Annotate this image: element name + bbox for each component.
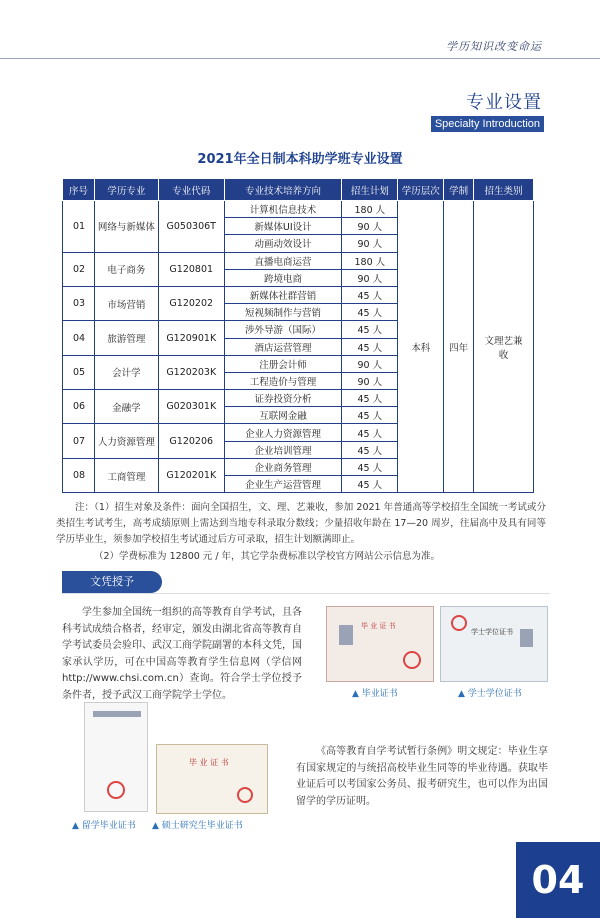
table-row (63, 201, 534, 218)
row-number: 08 (63, 458, 95, 492)
graduation-certificate-photo (326, 606, 434, 682)
enrollment: 90 人 (342, 372, 398, 389)
enrollment: 90 人 (342, 355, 398, 372)
major-code: G120801 (158, 252, 224, 286)
major-code: G120206 (158, 424, 224, 458)
direction: 新媒体UI设计 (224, 218, 342, 235)
col-header: 招生类别 (474, 179, 534, 201)
diploma-badge: 文凭授予 (62, 571, 162, 593)
direction: 计算机信息技术 (224, 201, 342, 218)
enrollment: 180 人 (342, 252, 398, 269)
header-slogan: 学历知识改变命运 (446, 40, 542, 53)
direction: 企业培训管理 (224, 441, 342, 458)
major-name: 金融学 (94, 390, 158, 424)
row-number: 05 (63, 355, 95, 389)
major-code: G120203K (158, 355, 224, 389)
major-name: 工商管理 (94, 458, 158, 492)
row-number: 03 (63, 286, 95, 320)
col-header: 招生计划 (342, 179, 398, 201)
major-plan-table (62, 178, 534, 493)
direction: 企业人力资源管理 (224, 424, 342, 441)
enrollment: 90 人 (342, 269, 398, 286)
certificate-title: 毕 业 证 书 (361, 622, 396, 630)
bachelor-degree-photo (440, 606, 548, 682)
enrollment: 45 人 (342, 390, 398, 407)
direction: 新媒体社群营销 (224, 286, 342, 303)
row-number: 02 (63, 252, 95, 286)
major-name: 网络与新媒体 (94, 201, 158, 253)
direction: 企业商务管理 (224, 458, 342, 475)
row-number: 04 (63, 321, 95, 355)
note-tuition: （2）学费标准为 12800 元 / 年，其它学杂费标准以学校官方网站公示信息为准。 (94, 551, 441, 562)
row-number: 06 (63, 390, 95, 424)
row-number: 01 (63, 201, 95, 253)
enrollment: 45 人 (342, 441, 398, 458)
enrollment: 45 人 (342, 476, 398, 493)
direction: 酒店运营管理 (224, 338, 342, 355)
major-name: 电子商务 (94, 252, 158, 286)
major-code: G120202 (158, 286, 224, 320)
caption-graduation: ▲ 毕业证书 (352, 689, 398, 699)
col-header: 专业技术培养方向 (224, 179, 342, 201)
direction: 证券投资分析 (224, 390, 342, 407)
enrollment: 90 人 (342, 218, 398, 235)
row-number: 07 (63, 424, 95, 458)
portrait-icon (339, 625, 353, 645)
enrollment: 45 人 (342, 304, 398, 321)
major-code: G120201K (158, 458, 224, 492)
direction: 跨境电商 (224, 269, 342, 286)
enrollment: 45 人 (342, 286, 398, 303)
certificate-title: 学士学位证书 (471, 628, 513, 636)
seal-icon (403, 651, 421, 669)
header-divider (0, 58, 600, 59)
direction: 短视频制作与营销 (224, 304, 342, 321)
page-number: 04 (516, 842, 600, 918)
seal-icon (107, 781, 125, 799)
direction: 直播电商运营 (224, 252, 342, 269)
major-name: 人力资源管理 (94, 424, 158, 458)
major-code: G020301K (158, 390, 224, 424)
enrollment: 90 人 (342, 235, 398, 252)
major-code: G050306T (158, 201, 224, 253)
study-abroad-certificate-photo (84, 702, 148, 812)
caption-master: ▲ 硕士研究生毕业证书 (152, 821, 243, 831)
col-header: 序号 (63, 179, 95, 201)
duration: 四年 (444, 201, 474, 493)
direction: 企业生产运营管理 (224, 476, 342, 493)
seal-icon (451, 615, 467, 631)
enrollment: 45 人 (342, 424, 398, 441)
major-name: 旅游管理 (94, 321, 158, 355)
badge-divider (62, 593, 550, 594)
note-admission: 注：（1）招生对象及条件：面向全国招生，文、理、艺兼收，参加 2021 年普通高等学校招生全国统一考试或分类招生考试考生，高考成绩原则上需达到当地专科录取分数线；少量招收年龄在 17—20 周岁，往届高中及具有同等学历毕业生，须参加学校招生考试通过后方可录取，招生计划额满即止。 (56, 502, 546, 545)
caption-abroad: ▲ 留学毕业证书 (72, 821, 136, 831)
portrait-icon (520, 629, 533, 647)
direction: 涉外导游（国际） (224, 321, 342, 338)
col-header: 学制 (444, 179, 474, 201)
caption-degree: ▲ 学士学位证书 (458, 689, 522, 699)
direction: 注册会计师 (224, 355, 342, 372)
major-name: 市场营销 (94, 286, 158, 320)
table-title: 2021年全日制本科助学班专业设置 (197, 152, 403, 167)
table-header-row (63, 179, 534, 201)
major-code: G120901K (158, 321, 224, 355)
direction: 工程造价与管理 (224, 372, 342, 389)
education-level: 本科 (398, 201, 444, 493)
enrollment: 45 人 (342, 407, 398, 424)
col-header: 学历层次 (398, 179, 444, 201)
major-name: 会计学 (94, 355, 158, 389)
certificate-title: 毕 业 证 书 (189, 758, 229, 767)
direction: 动画动效设计 (224, 235, 342, 252)
category: 文理艺兼收 (474, 201, 534, 493)
col-header: 学历专业 (94, 179, 158, 201)
diploma-paragraph: 学生参加全国统一组织的高等教育自学考试，且各科考试成绩合格者，经审定，颁发由湖北省高等教育自学考试委员会验印、武汉工商学院副署的本科文凭，国家承认学历，可在中国高等教育学生信息网（学信网 http://www.chsi.com.cn）查询。符合学士学位授予条件者，授予武汉工商学院学士学位。 (62, 607, 302, 701)
logo-icon (93, 711, 141, 717)
regulation-paragraph: 《高等教育自学考试暂行条例》明文规定：毕业生享有国家规定的与统招高校毕业生同等的毕业待遇。获取毕业证后可以考国家公务员、报考研究生，也可以作为出国留学的学历证明。 (296, 746, 548, 807)
enrollment: 45 人 (342, 458, 398, 475)
section-subtitle: Specialty Introduction (431, 116, 544, 132)
enrollment: 180 人 (342, 201, 398, 218)
master-certificate-photo (156, 744, 268, 814)
enrollment: 45 人 (342, 321, 398, 338)
enrollment: 45 人 (342, 338, 398, 355)
direction: 互联网金融 (224, 407, 342, 424)
col-header: 专业代码 (158, 179, 224, 201)
seal-icon (237, 787, 253, 803)
section-title: 专业设置 (466, 92, 542, 113)
